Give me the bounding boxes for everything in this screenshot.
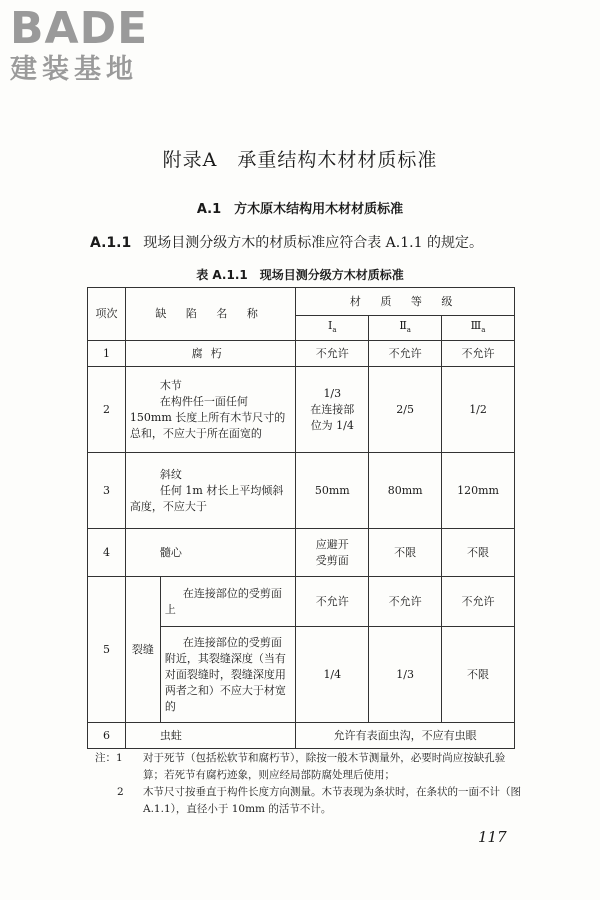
- notes-label: 注：: [95, 752, 116, 764]
- defect-description: 在连接部位的受剪面附近，其裂缝深度（当有对面裂缝时，裂缝深度用两者之和）不应大于材宽的: [160, 627, 296, 723]
- table-notes: [95, 750, 525, 818]
- grade-1-value: 1/3 在连接部 位为 1/4: [296, 367, 369, 453]
- defect-description: 在构件任一面任何 150mm 长度上所有木节尺寸的总和，不应大于所在面宽的: [129, 394, 286, 440]
- note-item: [95, 750, 525, 784]
- defect-description: 在连接部位的受剪面上: [160, 577, 296, 627]
- grade-3-value: 1/2: [442, 367, 515, 453]
- table-row: [88, 367, 515, 453]
- bade-logo: [10, 3, 180, 86]
- clause-a-1-1: [90, 232, 483, 252]
- grade-3-value: 不允许: [442, 577, 515, 627]
- header-grade-2: $Ⅱ_a$: [369, 316, 442, 341]
- grade-1-value: 不允许: [296, 341, 369, 367]
- grade-3-value: 120mm: [442, 453, 515, 529]
- defect-description: 任何 1m 材长上平均倾斜高度，不应大于: [129, 483, 284, 513]
- row-number: 6: [88, 723, 126, 749]
- clause-number: A.1.1: [90, 235, 132, 251]
- table-row: [88, 453, 515, 529]
- row-number: 2: [88, 367, 126, 453]
- logo-wordmark: BADE: [10, 3, 149, 54]
- header-grade-group: 材 质 等 级: [296, 288, 515, 316]
- table-row: [88, 341, 515, 367]
- note-number: 2: [117, 786, 124, 798]
- header-grade-3: $Ⅲ_a$: [442, 316, 515, 341]
- table-row: [88, 529, 515, 577]
- header-grade-1: $Ⅰ_a$: [296, 316, 369, 341]
- row-number: 4: [88, 529, 126, 577]
- grade-2-value: 不允许: [369, 341, 442, 367]
- table-row: [88, 577, 515, 627]
- defect-cell: [125, 367, 295, 453]
- appendix-title: 附录A 承重结构木材材质标准: [162, 149, 438, 171]
- section-title: A.1 方木原木结构用木材材质标准: [196, 202, 404, 217]
- row-number: 1: [88, 341, 126, 367]
- grade-2-value: 2/5: [369, 367, 442, 453]
- grade-1-value: 不允许: [296, 577, 369, 627]
- page-number: 117: [478, 828, 507, 846]
- grade-1-value: 50mm: [296, 453, 369, 529]
- grade-3-value: 不允许: [442, 341, 515, 367]
- table-title: 表 A.1.1 现场目测分级方木材质标准: [196, 268, 404, 282]
- grade-1-value: 应避开 受剪面: [296, 529, 369, 577]
- grade-2-value: 不限: [369, 529, 442, 577]
- grade-2-value: 不允许: [369, 577, 442, 627]
- material-grade-table: [87, 287, 515, 749]
- header-item: 项次: [88, 288, 126, 341]
- grade-2-value: 80mm: [369, 453, 442, 529]
- header-defect: 缺 陷 名 称: [125, 288, 295, 341]
- defect-name: 木节: [159, 378, 182, 392]
- table-row: [88, 723, 515, 749]
- defect-cell: [125, 453, 295, 529]
- defect-name: 裂缝: [125, 577, 160, 723]
- note-text: 对于死节（包括松软节和腐朽节），除按一般木节测量外，必要时尚应按缺孔验算；若死节有腐朽迹象，则应经局部防腐处理后使用；: [143, 752, 506, 781]
- grade-2-value: 1/3: [369, 627, 442, 723]
- note-text: 木节尺寸按垂直于构件长度方向测量。木节表现为条状时，在条状的一面不计（图 A.1.1），直径小于 10mm 的活节不计。: [143, 786, 521, 815]
- defect-name: 腐朽: [125, 341, 295, 367]
- defect-name: 髓心: [125, 529, 295, 577]
- grade-3-value: 不限: [442, 529, 515, 577]
- clause-text: 现场目测分级方木的材质标准应符合表 A.1.1 的规定。: [143, 235, 483, 251]
- row-number: 5: [88, 577, 126, 723]
- grade-span-value: 允许有表面虫沟，不应有虫眼: [296, 723, 515, 749]
- row-number: 3: [88, 453, 126, 529]
- grade-1-value: 1/4: [296, 627, 369, 723]
- grade-3-value: 不限: [442, 627, 515, 723]
- note-item: [95, 784, 525, 818]
- note-number: 1: [116, 752, 123, 764]
- defect-name: 虫蛀: [125, 723, 295, 749]
- logo-subtitle: 建装基地: [10, 54, 138, 85]
- defect-name: 斜纹: [159, 467, 182, 481]
